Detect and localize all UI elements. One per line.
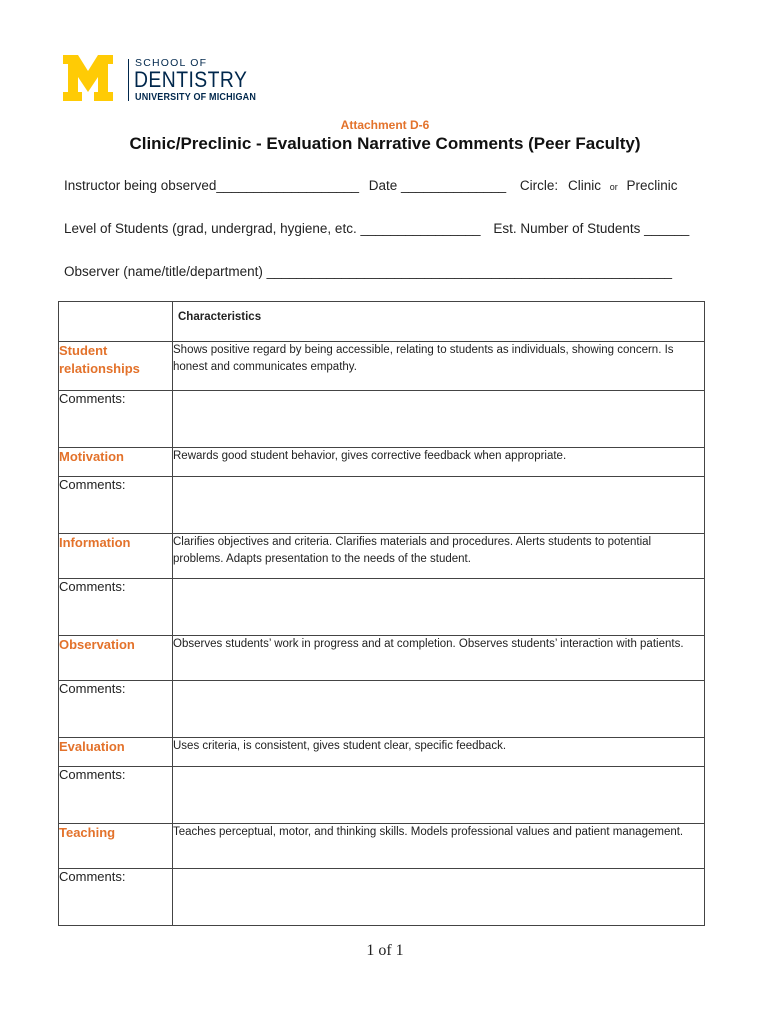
logo-university: UNIVERSITY OF MICHIGAN bbox=[135, 92, 257, 103]
category-description: Teaches perceptual, motor, and thinking skills. Models professional values and patient management. bbox=[173, 824, 705, 869]
category-label: Student relationships bbox=[59, 342, 173, 391]
table-row bbox=[59, 636, 705, 681]
category-label: Motivation bbox=[59, 448, 173, 477]
category-description: Uses criteria, is consistent, gives student clear, specific feedback. bbox=[173, 738, 705, 767]
comments-input-cell[interactable] bbox=[173, 869, 705, 926]
characteristics-header: Characteristics bbox=[173, 302, 705, 342]
comments-row bbox=[59, 391, 705, 448]
header-blank-cell bbox=[59, 302, 173, 342]
category-label: Observation bbox=[59, 636, 173, 681]
category-label: Teaching bbox=[59, 824, 173, 869]
level-line bbox=[64, 221, 689, 236]
table-row bbox=[59, 824, 705, 869]
or-text: or bbox=[609, 182, 618, 192]
level-field[interactable]: Level of Students (grad, undergrad, hygiene, etc. ________________ bbox=[64, 221, 481, 236]
table-row bbox=[59, 738, 705, 767]
category-label: Information bbox=[59, 534, 173, 579]
comments-row bbox=[59, 579, 705, 636]
evaluation-table bbox=[58, 301, 705, 926]
comments-label: Comments: bbox=[59, 579, 173, 636]
comments-label: Comments: bbox=[59, 477, 173, 534]
table-header-row bbox=[59, 302, 705, 342]
comments-label: Comments: bbox=[59, 767, 173, 824]
logo-school-of: SCHOOL OF bbox=[135, 57, 208, 69]
est-number-field[interactable]: Est. Number of Students ______ bbox=[493, 221, 690, 236]
category-description: Shows positive regard by being accessible, relating to students as individuals, showing concern. Is honest and communicates empathy. bbox=[173, 342, 705, 391]
comments-input-cell[interactable] bbox=[173, 477, 705, 534]
attachment-label: Attachment D-6 bbox=[340, 118, 430, 132]
logo-dentistry: DENTISTRY bbox=[134, 67, 248, 92]
table-row bbox=[59, 448, 705, 477]
category-description: Clarifies objectives and criteria. Clarifies materials and procedures. Alerts students to potential problems. Adapts presentation to the needs of the student. bbox=[173, 534, 705, 579]
instructor-line bbox=[64, 178, 678, 193]
page-number: 1 of 1 bbox=[366, 942, 404, 959]
comments-input-cell[interactable] bbox=[173, 579, 705, 636]
preclinic-option[interactable]: Preclinic bbox=[626, 178, 678, 193]
dentistry-logo bbox=[63, 55, 293, 105]
comments-input-cell[interactable] bbox=[173, 767, 705, 824]
observer-line bbox=[64, 264, 672, 279]
table-row bbox=[59, 534, 705, 579]
circle-label: Circle: bbox=[519, 178, 559, 193]
table-row bbox=[59, 342, 705, 391]
clinic-option[interactable]: Clinic bbox=[567, 178, 601, 193]
comments-label: Comments: bbox=[59, 869, 173, 926]
observer-field[interactable]: Observer (name/title/department) ______________________________________________________ bbox=[64, 264, 673, 279]
instructor-field[interactable]: Instructor being observed___________________ bbox=[64, 178, 359, 193]
category-description: Rewards good student behavior, gives corrective feedback when appropriate. bbox=[173, 448, 705, 477]
comments-row bbox=[59, 767, 705, 824]
block-m-logo-icon bbox=[63, 55, 113, 101]
comments-label: Comments: bbox=[59, 391, 173, 448]
page-title: Clinic/Preclinic - Evaluation Narrative Comments (Peer Faculty) bbox=[129, 134, 641, 153]
category-description: Observes students’ work in progress and at completion. Observes students’ interaction with patients. bbox=[173, 636, 705, 681]
comments-input-cell[interactable] bbox=[173, 681, 705, 738]
logo-divider bbox=[128, 59, 129, 101]
date-field[interactable]: Date ______________ bbox=[368, 178, 507, 193]
comments-input-cell[interactable] bbox=[173, 391, 705, 448]
comments-label: Comments: bbox=[59, 681, 173, 738]
comments-row bbox=[59, 477, 705, 534]
comments-row bbox=[59, 681, 705, 738]
comments-row bbox=[59, 869, 705, 926]
category-label: Evaluation bbox=[59, 738, 173, 767]
